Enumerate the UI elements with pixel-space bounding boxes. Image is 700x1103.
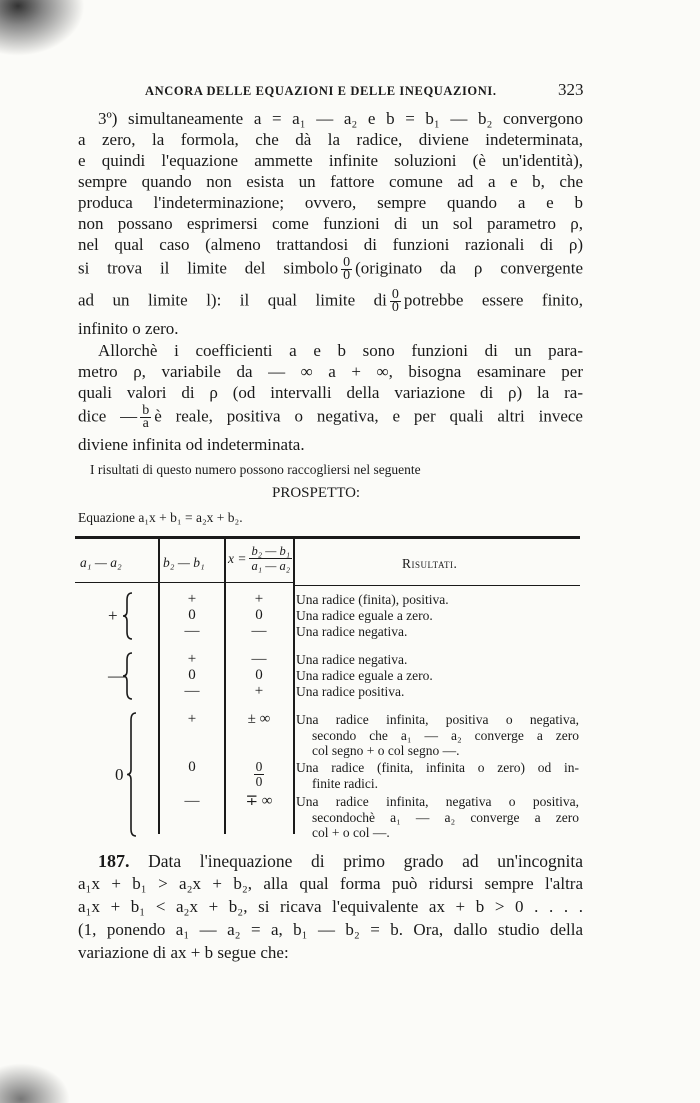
cell-result: Una radice infinita, negativa o positiva, [296, 794, 579, 809]
text-line: variazione di ax + b segue che: [78, 943, 289, 962]
text-line: Allorchè i coefficienti a e b sono funzioni di un para- [98, 341, 583, 360]
text-line: metro ρ, variabile da — ∞ a + ∞, bisogna esaminare per [78, 362, 583, 381]
cell-result: Una radice infinita, positiva o negativa, [296, 712, 579, 727]
page-number: 323 [558, 80, 584, 99]
intro-text: I risultati di questo numero possono raccogliersi nel seguente [90, 462, 421, 477]
cell-x: + [254, 591, 264, 607]
cell-result: Una radice negativa. [296, 624, 408, 639]
text-line: sempre quando non esista un fattore comune ad a e b, che [78, 172, 583, 191]
prospetto-title: PROSPETTO: [272, 485, 361, 501]
text-line: infinito o zero. [78, 319, 179, 338]
text-line: a₁x + b₁ < a₂x + b₂, si ricava l'equivalente ax + b > 0 . . . . [78, 897, 583, 916]
text-line: si trova il limite del simbolo $\frac{0}{0}$ (originato da ρ convergente [78, 255, 583, 283]
cell-b: + [187, 711, 197, 727]
equation-caption: Equazione a₁x + b₁ = a₂x + b₂. [78, 510, 243, 525]
text-line: 187. Data l'inequazione di primo grado ad un'incognita [98, 851, 583, 871]
text-line: a₁x + b₁ > a₂x + b₂, alla qual forma può ridursi sempre l'altra [78, 874, 583, 893]
cell-b: 0 [188, 667, 196, 683]
cell-result: Una radice (finita), positiva. [296, 592, 449, 607]
header-x: x = $\frac{\text{b₂ — b₁}}{\text{a₁ — a₂}}$ [228, 544, 291, 573]
cell-result: Una radice eguale a zero. [296, 608, 433, 623]
text-line: ad un limite l): il qual limite di $\frac{0}{0}$ potrebbe essere finito, [78, 287, 583, 315]
scan-stain [0, 0, 90, 60]
cell-b: + [187, 651, 197, 667]
cell-x: — [251, 623, 267, 639]
text-line: dice — $\frac{b}{a}$ è reale, positiva o negativa, e per quali altri invece [78, 403, 583, 431]
cell-b: 0 [188, 607, 196, 623]
cell-x: 0 [255, 667, 263, 683]
brace-icon [123, 592, 133, 640]
cell-result: secondo che a₁ — a₂ converge a zero [312, 727, 579, 743]
cell-x: + [254, 683, 264, 699]
cell-x: $\frac{0}{0}$ [255, 759, 263, 789]
header-rule [295, 585, 580, 586]
section-number: 187. [98, 851, 130, 871]
text-line: e quindi l'equazione ammette infinite soluzioni (è un'identità), [78, 151, 583, 170]
cell-result: finite radici. [312, 775, 378, 791]
fraction: $\frac{b}{a}$ [142, 403, 150, 431]
cell-b: — [184, 793, 200, 809]
header-risultati: Risultati. [402, 556, 458, 571]
header-a1-a2: a₁ — a₂ [80, 555, 122, 570]
running-title: ANCORA DELLE EQUAZIONI E DELLE INEQUAZIONI. [145, 84, 497, 98]
text-line: nel qual caso (almeno trattandosi di funzioni razionali di ρ) [78, 235, 583, 254]
group-sign: — [108, 666, 125, 685]
cell-result: col segno + o col segno —. [312, 743, 460, 758]
cell-result: Una radice positiva. [296, 684, 405, 699]
text-line: diviene infinita od indeterminata. [78, 435, 305, 454]
cell-b: — [184, 623, 200, 639]
cell-b: — [184, 683, 200, 699]
cell-result: Una radice eguale a zero. [296, 668, 433, 683]
brace-icon [127, 712, 137, 837]
cell-b: + [187, 591, 197, 607]
text-line: produca l'indeterminazione; ovvero, sempre quando a e b [78, 193, 583, 212]
group-sign: + [108, 606, 118, 625]
cell-x: — [251, 651, 267, 667]
group-sign: 0 [115, 764, 124, 784]
text-line: non possano esprimersi come funzioni di un sol parametro ρ, [78, 214, 583, 233]
header-rule [75, 582, 293, 583]
cell-x: 0 [255, 607, 263, 623]
cell-b: 0 [188, 759, 196, 775]
cell-result: secondochè a₁ — a₂ converge a zero [312, 809, 579, 825]
cell-result: Una radice (finita, infinita o zero) od in- [296, 760, 579, 775]
scan-stain [0, 1063, 70, 1103]
brace-icon [123, 652, 133, 700]
text-line: 3º) simultaneamente a = a₁ — a₂ e b = b₁ — b₂ convergono [98, 109, 583, 128]
text-line: quali valori di ρ (od intervalli della variazione di ρ) la ra- [78, 383, 583, 402]
table-top-rule [75, 536, 580, 539]
cell-x: ∓ ∞ [245, 793, 273, 809]
fraction: $\frac{0}{0}$ [343, 255, 351, 283]
cell-result: col + o col —. [312, 825, 390, 840]
column-divider [293, 538, 295, 834]
header-b2-b1: b₂ — b₁ [163, 555, 205, 570]
text-line: a zero, la formola, che dà la radice, diviene indeterminata, [78, 130, 583, 149]
cell-x: ± ∞ [247, 711, 271, 727]
text-line: (1, ponendo a₁ — a₂ = a, b₁ — b₂ = b. Ora, dallo studio della [78, 920, 583, 939]
cell-result: Una radice negativa. [296, 652, 408, 667]
fraction: $\frac{0}{0}$ [391, 287, 399, 315]
